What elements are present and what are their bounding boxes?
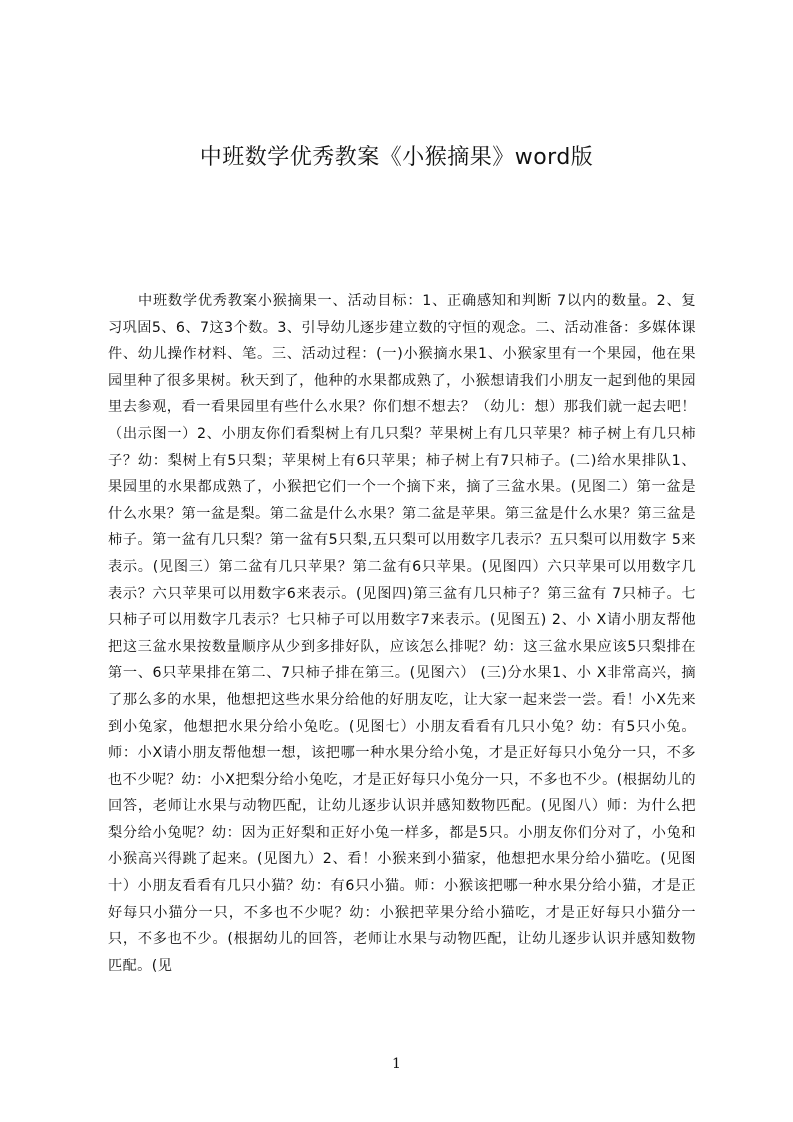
document-body-paragraph: 中班数学优秀教案小猴摘果一、活动目标：1、正确感知和判断 7以内的数量。2、复习巩固5、6、7这3个数。3、引导幼儿逐步建立数的守恒的观念。二、活动准备：多媒体课件、幼儿操作材料、笔。三、活动过程：(一)小猴摘水果1、小猴家里有一个果园，他在果园里种了很多果树。秋天到了，他种的水果都成熟了，小猴想请我们小朋友一起到他的果园里去参观，看一看果园里有些什么水果？你们想不想去？（幼儿：想）那我们就一起去吧！（出示图一）2、小朋友你们看梨树上有几只梨？苹果树上有几只苹果？柿子树上有几只柿子？幼：梨树上有5只梨；苹果树上有6只苹果；柿子树上有7只柿子。(二)给水果排队1、果园里的水果都成熟了，小猴把它们一个一个摘下来，摘了三盆水果。(见图二）第一盆是什么水果？第一盆是梨。第二盆是什么水果？第二盆是苹果。第三盆是什么水果？第三盆是柿子。第一盆有几只梨？第一盆有5只梨,五只梨可以用数字几表示？五只梨可以用数字 5来表示。(见图三）第二盆有几只苹果？第二盆有6只苹果。(见图四）六只苹果可以用数字几表示？六只苹果可以用数字6来表示。(见图四)第三盆有几只柿子？第三盆有 7只柿子。七只柿子可以用数字几表示？七只柿子可以用数字7来表示。(见图五) 2、小 X请小朋友帮他把这三盆水果按数量顺序从少到多排好队，应该怎么排呢？幼：这三盆水果应该5只梨排在第一、6只苹果排在第二、7只柿子排在第三。(见图六） (三)分水果1、小 X非常高兴，摘了那么多的水果，他想把这些水果分给他的好朋友吃，让大家一起来尝一尝。看！小X先来到小兔家，他想把水果分给小兔吃。(见图七）小朋友看看有几只小兔？幼：有5只小兔。师：小X请小朋友帮他想一想，该把哪一种水果分给小兔，才是正好每只小兔分一只，不多也不少呢？幼：小X把梨分给小兔吃，才是正好每只小兔分一只，不多也不少。(根据幼儿的回答，老师让水果与动物匹配，让幼儿逐步认识并感知数物匹配。(见图八）师：为什么把梨分给小兔呢？幼：因为正好梨和正好小兔一样多，都是5只。小朋友你们分对了，小兔和小猴高兴得跳了起来。(见图九）2、看！小猴来到小猫家，他想把水果分给小猫吃。(见图十）小朋友看看有几只小猫？幼：有6只小猫。师：小猴该把哪一种水果分给小猫，才是正好每只小猫分一只，不多也不少呢？幼：小猴把苹果分给小猫吃，才是正好每只小猫分一只，不多也不少。(根据幼儿的回答，老师让水果与动物匹配，让幼儿逐步认识并感知数物匹配。(见 [108,293,696,974]
document-title: 中班数学优秀教案《小猴摘果》word版 [199,145,594,170]
page-number: 1 [392,1056,401,1072]
